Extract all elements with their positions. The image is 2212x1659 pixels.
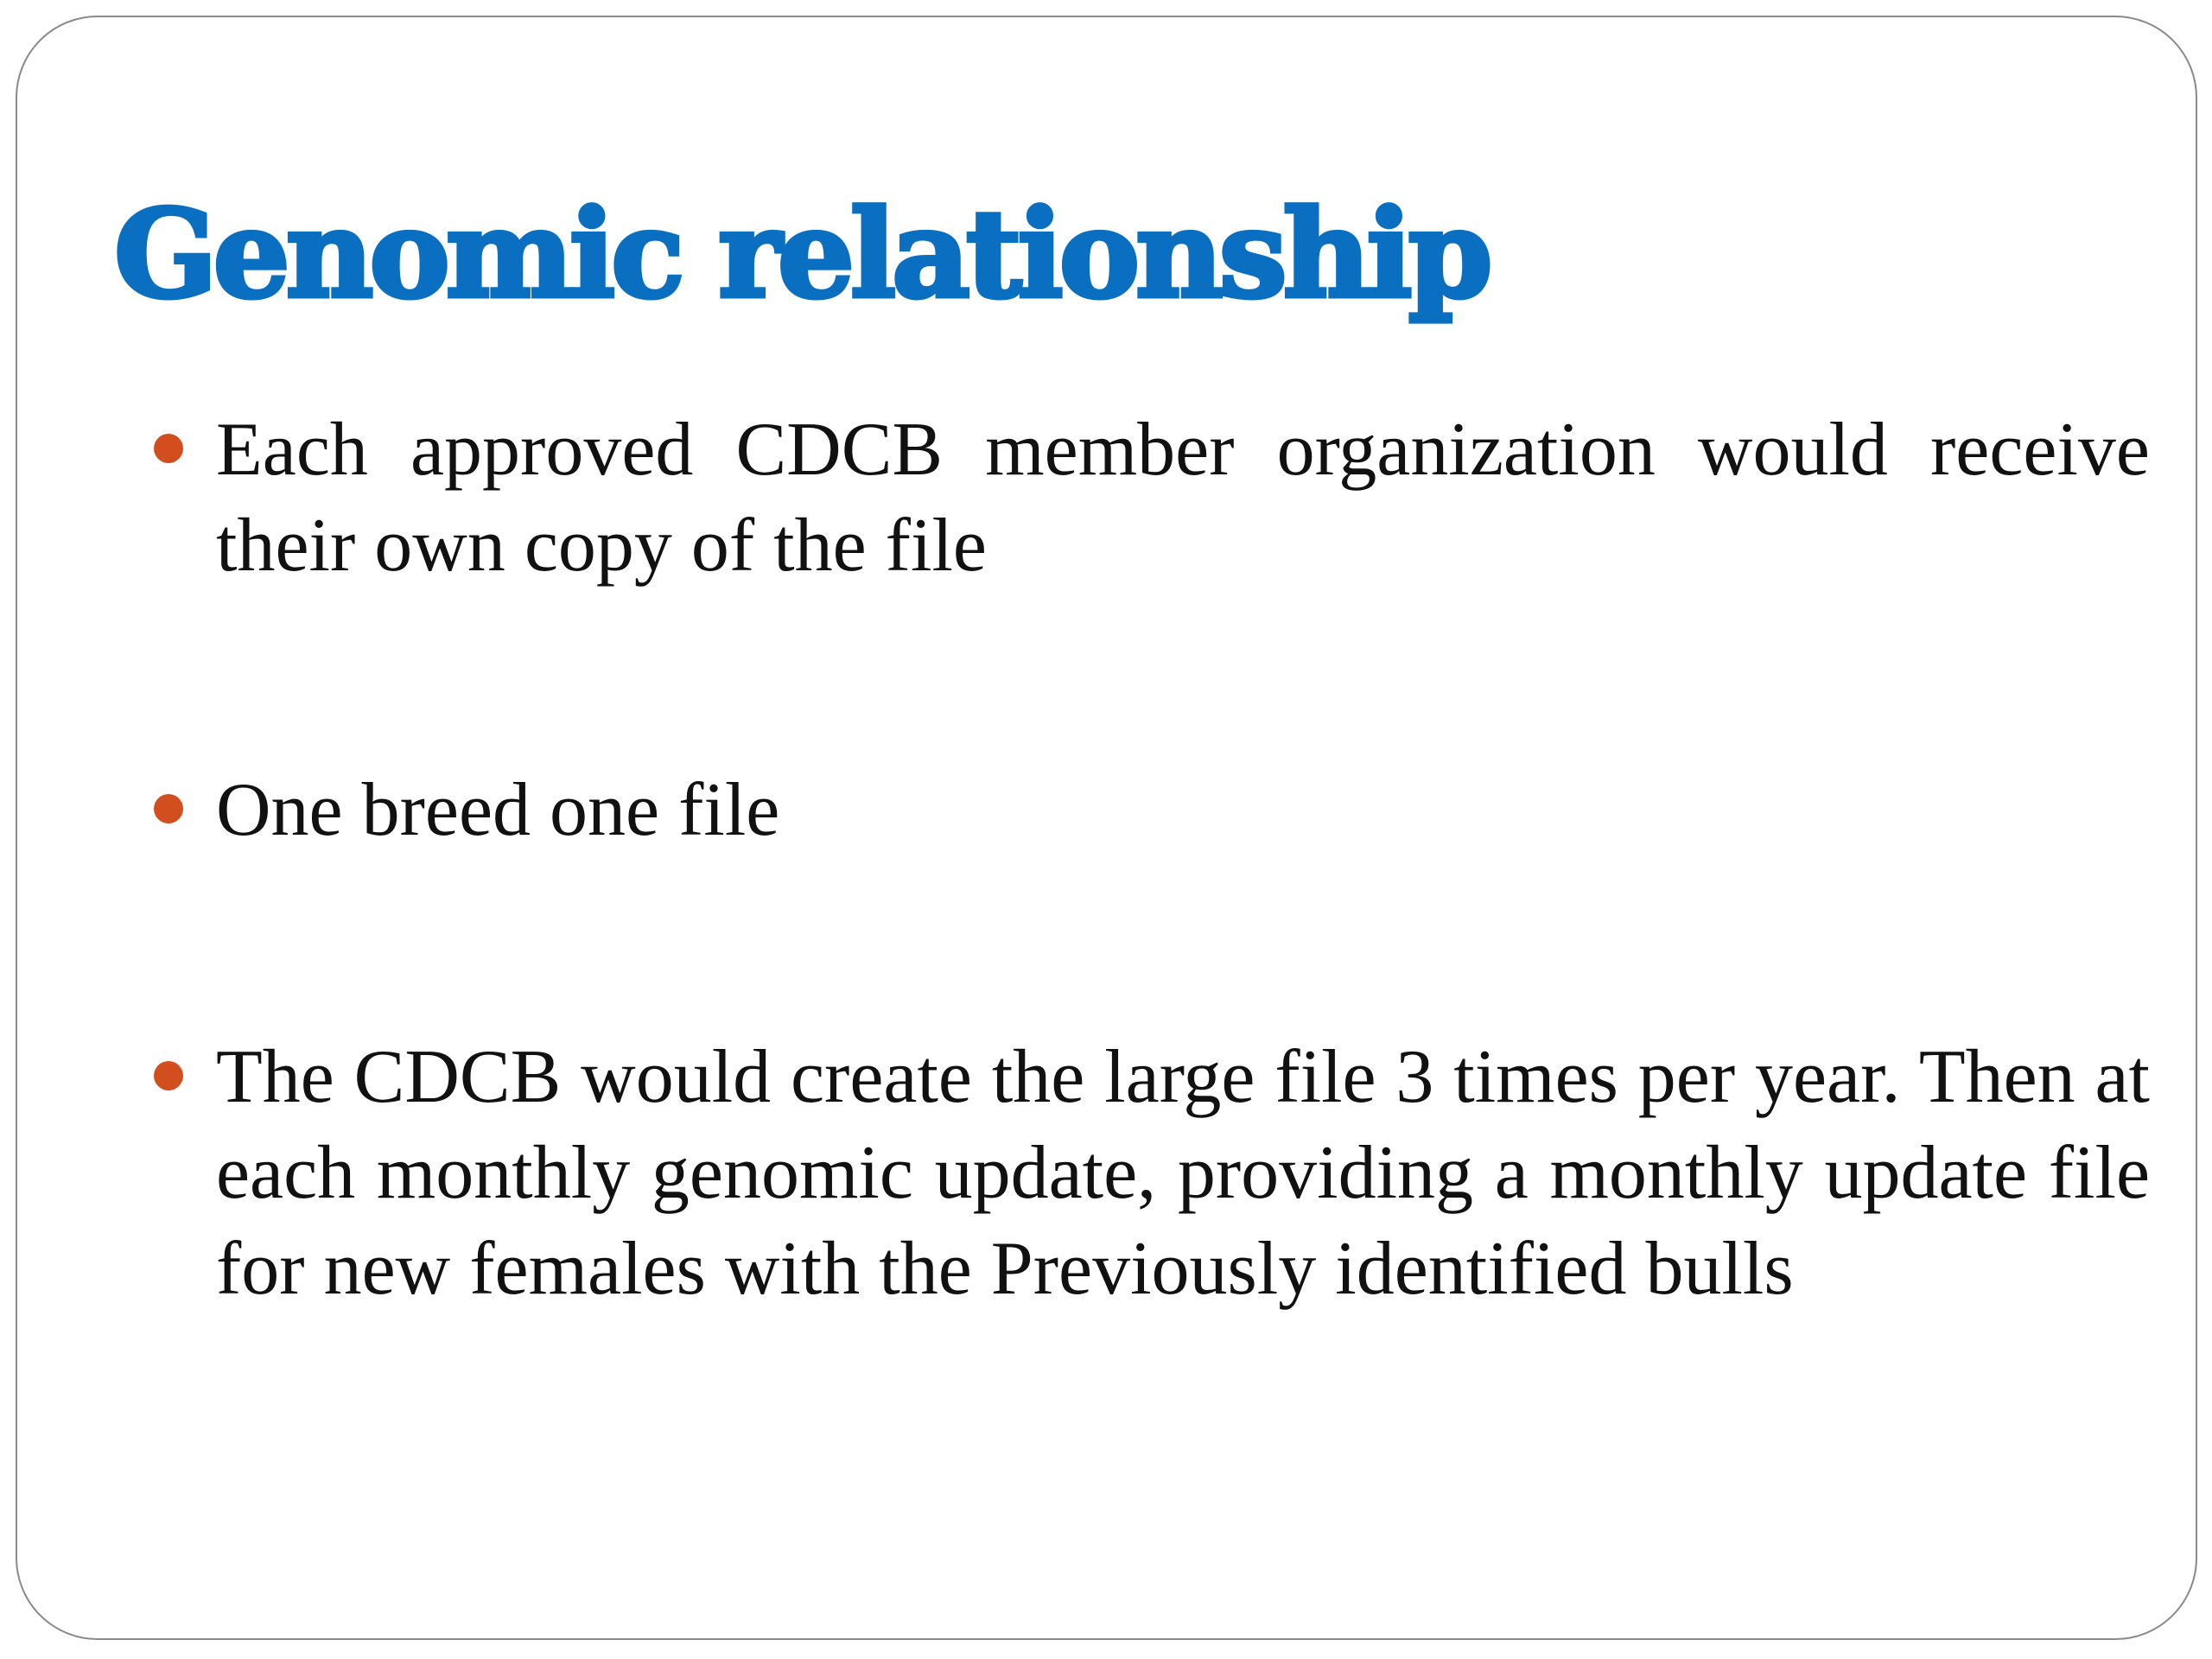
slide-frame: [16, 16, 2197, 1640]
bullet-item-3: [216, 1029, 2150, 1317]
bullet-text-3: The CDCB would create the large file 3 times per year. Then at each monthly genomic update, providing a monthly update file for new females with the Previously identified bulls: [216, 1035, 2150, 1311]
bullet-item-1: [216, 402, 2150, 594]
bullet-item-2: [216, 762, 2150, 858]
bullet-text-2: One breed one file: [216, 768, 780, 852]
bullet-dot-icon: [154, 434, 183, 463]
bullet-text-1: Each approved CDCB member organization would receive their own copy of the file: [216, 408, 2150, 588]
bullet-dot-icon: [154, 794, 183, 823]
slide-title: Genomic relationship: [114, 184, 1489, 326]
bullet-dot-icon: [154, 1061, 183, 1090]
